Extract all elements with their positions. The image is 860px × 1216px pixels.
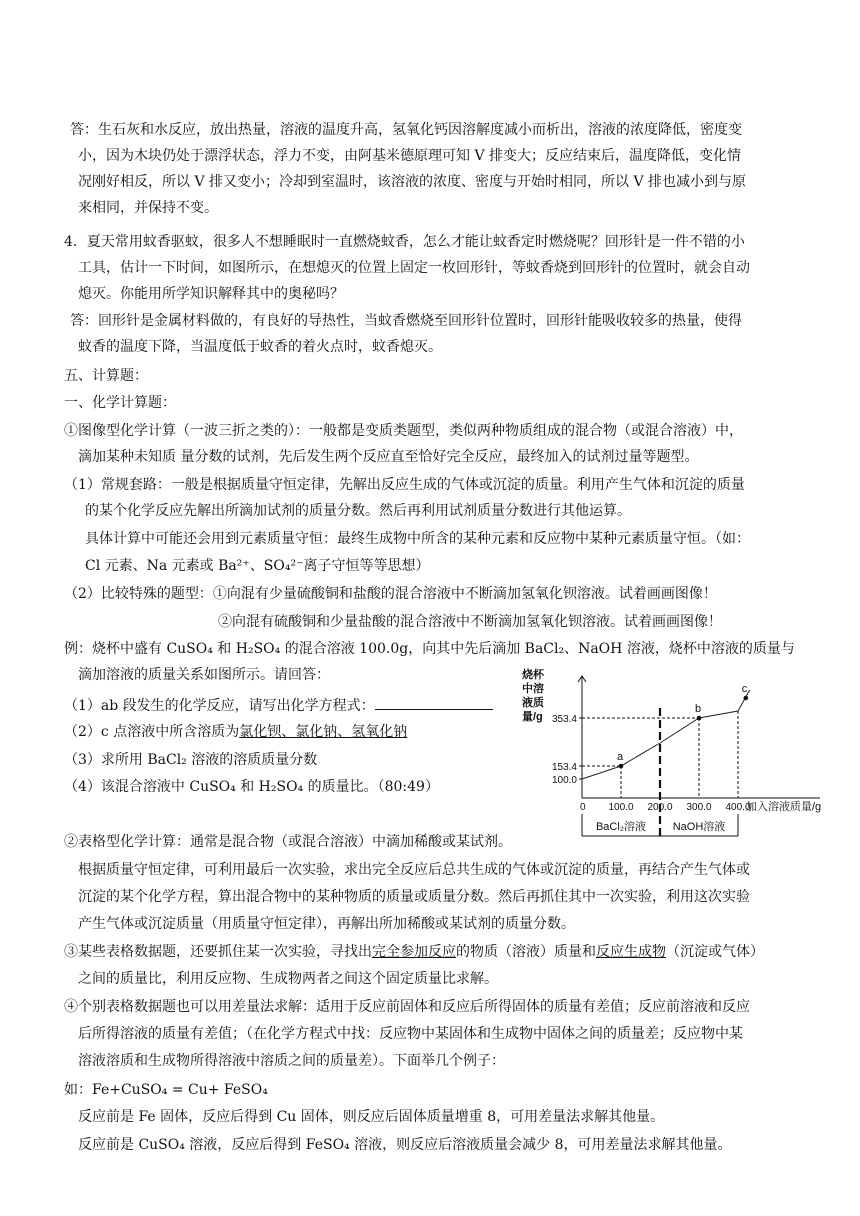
sub-1-line-3: 具体计算中可能还会用到元素质量守恒：最终生成物中所含的某种元素和反应物中某种元素质量守恒。（如： — [85, 531, 750, 547]
x-tick-label: 200.0 — [647, 802, 673, 813]
point-label-c: c — [741, 683, 748, 695]
x-tick-label: 400.0 — [725, 802, 751, 813]
example-line-2: 滴加溶液的质量关系如图所示。请回答： — [78, 667, 330, 683]
item-3-underline-2: 反应生成物 — [596, 944, 666, 960]
item-3-text-1: ③某些表格数据题，还要抓住某一次实验，寻找出 — [64, 944, 372, 960]
sub-1-line-2: 的某个化学反应先解出所滴加试剂的质量分数。然后再利用试剂质量分数进行其他运算。 — [85, 503, 631, 519]
point-c — [744, 696, 749, 701]
answer-4-line-1: 答：回形针是金属材料做的，有良好的导热性，当蚊香燃烧至回形针位置时，回形针能吸收较多的热量，使得 — [70, 313, 742, 329]
region-label: NaOH溶液 — [672, 821, 726, 833]
item-4-line-3: 溶液溶质和生成物所得溶液中溶质之间的质量差）。下面举几个例子： — [78, 1053, 505, 1069]
answer-blank — [375, 695, 493, 710]
x-tick-label: 0 — [580, 802, 586, 813]
answer-3-line-1: 答：生石灰和水反应，放出热量，溶液的温度升高，氢氧化钙因溶解度减小而析出，溶液的浓度降低，密度变 — [70, 122, 742, 138]
y-tick-label: 100.0 — [551, 775, 577, 786]
region-label: BaCl₂溶液 — [595, 821, 647, 833]
x-tick-label: 100.0 — [608, 802, 634, 813]
equation-note-2: 反应前是 CuSO₄ 溶液，反应后得到 FeSO₄ 溶液，则反应后溶液质量会减少 8，可用差量法求解其他量。 — [78, 1137, 732, 1153]
item-4-line-2: 后所得溶液的质量有差值；（在化学方程式中找：反应物中某固体和生成物中固体之间的质量差；反应物中某 — [78, 1026, 743, 1042]
item-2-line-3: 沉淀的某个化学方程，算出混合物中的某种物质的质量或质量分数。然后再抓住其中一次实验，利用这次实验 — [78, 889, 750, 905]
item-4-line-1: ④个别表格数据题也可以用差量法求解：适用于反应前固体和反应后所得固体的质量有差值；反应前溶液和反应 — [64, 999, 750, 1015]
x-tick-label: 300.0 — [686, 802, 712, 813]
equation-note-1: 反应前是 Fe 固体，反应后得到 Cu 固体，则反应后固体质量增重 8，可用差量法求解其他量。 — [78, 1109, 665, 1125]
section-heading: 五、计算题： — [64, 368, 148, 384]
example-question-2 — [64, 722, 444, 742]
mass-chart — [520, 668, 840, 838]
sub-2-line-2: ②向混有硫酸铜和少量盐酸的混合溶液中不断滴加氢氧化钡溶液。试着画画图像！ — [218, 614, 722, 630]
item-3-underline-1: 完全参加反应 — [372, 944, 456, 960]
subsection-heading: 一、化学计算题： — [64, 395, 176, 411]
equation-line: 如：Fe+CuSO₄ = Cu+ FeSO₄ — [64, 1082, 268, 1098]
answer-3-line-2: 小，因为木块仍处于漂浮状态，浮力不变，由阿基米德原理可知 V 排变大；反应结束后，温度降低，变化情 — [78, 148, 742, 164]
item-2-line-4: 产生气体或沉淀质量（用质量守恒定律），再解出所加稀酸或某试剂的质量分数。 — [78, 916, 575, 932]
x-axis-label: 加入溶液质量/g — [746, 801, 822, 813]
example-question-2-answer: 氯化钡、氯化钠、氢氧化钠 — [239, 724, 408, 740]
item-2-line-2: 根据质量守恒定律，可利用最后一次实验，求出完全反应后总共生成的气体或沉淀的质量，再结合产生气体或 — [78, 862, 750, 878]
example-question-4: （4）该混合溶液中 CuSO₄ 和 H₂SO₄ 的质量比。（80:49） — [64, 779, 439, 795]
item-3-text-3: （沉淀或气体） — [666, 944, 764, 960]
y-axis-label-line: 烧杯 — [522, 669, 544, 681]
sub-1-line-4: Cl 元素、Na 元素或 Ba²⁺、SO₄²⁻离子守恒等等思想） — [85, 558, 430, 574]
question-4-line-3: 熄灭。你能用所学知识解释其中的奥秘吗？ — [78, 286, 344, 302]
y-axis-label-line: 中溶 — [522, 683, 544, 695]
item-3-line-2: 之间的质量比，利用反应物、生成物两者之间这个固定质量比求解。 — [78, 971, 498, 987]
point-label-a: a — [617, 751, 624, 763]
y-axis-label-line: 量/g — [522, 711, 543, 723]
y-axis-label-line: 液质 — [522, 697, 544, 709]
y-tick-label: 153.4 — [551, 762, 577, 773]
chart-labels — [521, 668, 821, 833]
item-3-text-2: 的物质（溶液）质量和 — [456, 944, 596, 960]
question-4-line-1: 4．夏天常用蚊香驱蚊，很多人不想睡眠时一直燃烧蚊香，怎么才能让蚊香定时燃烧呢？回形针是一件不错的小 — [64, 234, 745, 250]
example-question-1 — [64, 695, 493, 716]
point-a — [619, 764, 624, 769]
sub-2-line-1: （2）比较特殊的题型：①向混有少量硫酸铜和盐酸的混合溶液中不断滴加氢氧化钡溶液。试着画画图像！ — [64, 586, 717, 602]
point-b — [697, 716, 702, 721]
item-1-line-1: ①图像型化学计算（一波三折之类的）：一般都是变质类题型，类似两种物质组成的混合物（或混合溶液）中， — [64, 423, 743, 439]
chart-guides — [582, 708, 738, 836]
item-3-line-1 — [64, 942, 764, 962]
item-2-line-1: ②表格型化学计算：通常是混合物（或混合溶液）中滴加稀酸或某试剂。 — [64, 834, 512, 850]
answer-3-line-3: 况刚好相反，所以 V 排又变小；冷却到室温时，该溶液的浓度、密度与开始时相同，所以 V 排也减小到与原 — [78, 174, 747, 190]
sub-1-line-1: （1）常规套路：一般是根据质量守恒定律，先解出反应生成的气体或沉淀的质量。利用产生气体和沉淀的质量 — [64, 477, 745, 493]
item-1-line-2: 滴加某种未知质 量分数的试剂，先后发生两个反应直至恰好完全反应，最终加入的试剂过量等题型。 — [78, 449, 699, 465]
example-question-1-text: （1）ab 段发生的化学反应，请写出化学方程式： — [64, 698, 375, 714]
example-question-2-text: （2）c 点溶液中所含溶质为 — [64, 724, 240, 740]
question-4-line-2: 工具，估计一下时间，如图所示，在想熄灭的位置上固定一枚回形针，等蚊香烧到回形针的位置时，就会自动 — [78, 260, 750, 276]
answer-3-line-4: 来相同，并保持不变。 — [78, 200, 218, 216]
point-label-b: b — [695, 703, 702, 715]
answer-4-line-2: 蚊香的温度下降，当温度低于蚊香的着火点时，蚊香熄灭。 — [78, 339, 442, 355]
example-line-1: 例：烧杯中盛有 CuSO₄ 和 H₂SO₄ 的混合溶液 100.0g，向其中先后滴加 BaCl₂、NaOH 溶液，烧杯中溶液的质量与 — [64, 641, 795, 657]
example-question-3: （3）求所用 BaCl₂ 溶液的溶质质量分数 — [64, 752, 318, 768]
y-tick-label: 353.4 — [551, 714, 577, 725]
